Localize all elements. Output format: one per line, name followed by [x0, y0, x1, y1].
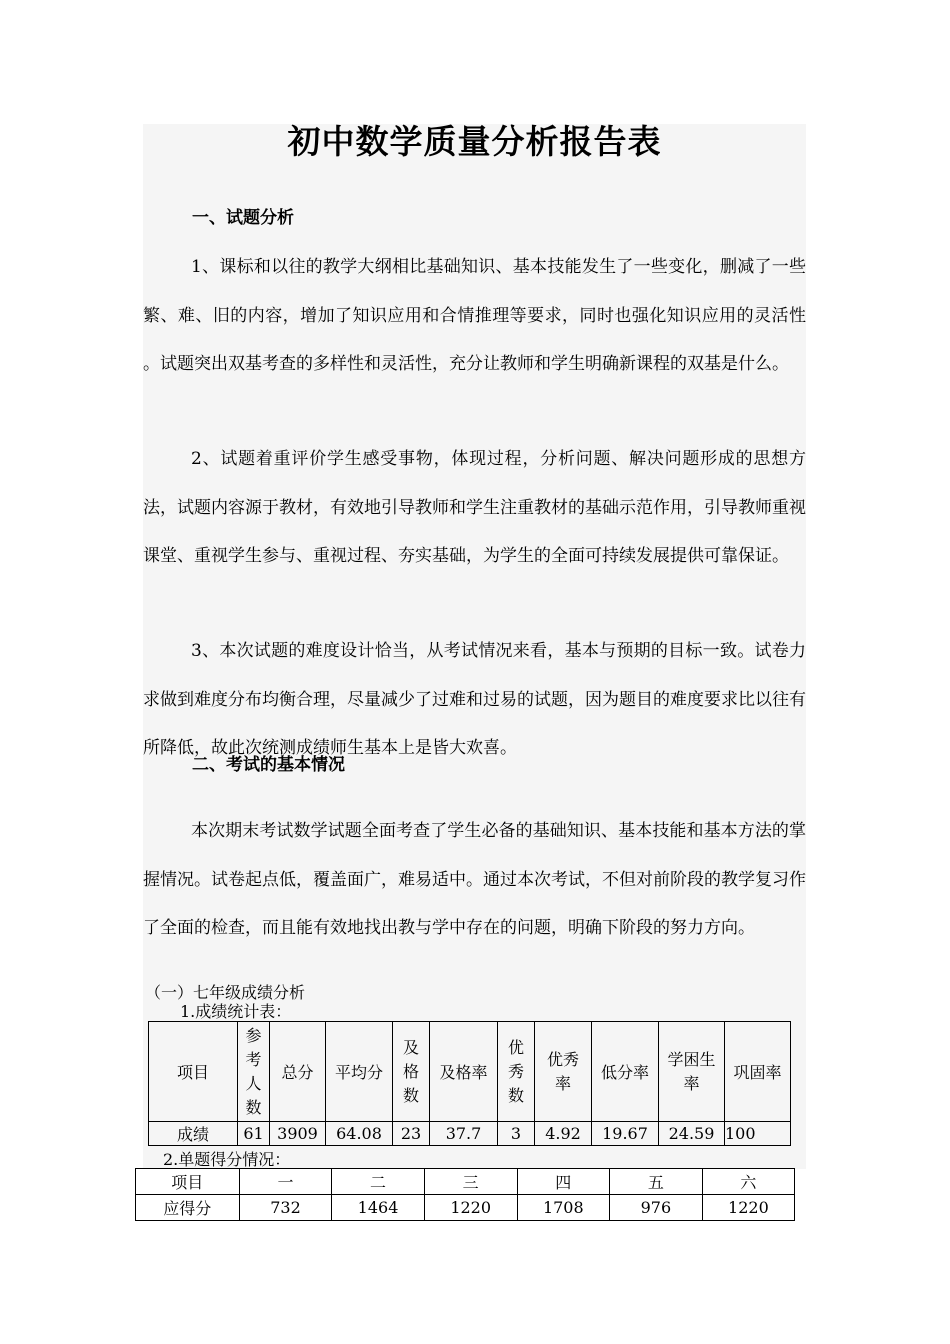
table-cell: 4.92 [535, 1122, 592, 1146]
section1-paragraph-3: 3、本次试题的难度设计恰当，从考试情况来看，基本与预期的目标一致。试卷力求做到难度分布均衡合理，尽量减少了过难和过易的试题，因为题目的难度要求比以往有所降低，故此次统测成绩师生基本上是皆大欢喜。 [143, 641, 806, 758]
table-header-cell: 平均分 [326, 1022, 393, 1122]
table-cell: 应得分 [136, 1195, 240, 1221]
section1-paragraph-1: 1、课标和以往的教学大纲相比基础知识、基本技能发生了一些变化，删减了一些繁、难、旧的内容，增加了知识应用和合情推理等要求，同时也强化知识应用的灵活性 。试题突出双基考查的多样性和灵活性，充分让教师和学生明确新课程的双基是什么。 [143, 257, 806, 374]
table-cell: 37.7 [430, 1122, 498, 1146]
stats-table-caption: 1.成绩统计表： [180, 1002, 292, 1021]
table-header-cell: 六 [702, 1169, 794, 1195]
table-cell: 1220 [702, 1195, 794, 1221]
table-header-row [136, 1169, 795, 1195]
table-header-cell: 项目 [136, 1169, 240, 1195]
table-header-row [149, 1022, 791, 1122]
table-cell: 3909 [270, 1122, 326, 1146]
section1-heading: 一、试题分析 [192, 208, 294, 228]
table-header-cell: 及格数 [393, 1022, 430, 1122]
table-header-cell: 及格率 [430, 1022, 498, 1122]
table-cell: 976 [609, 1195, 702, 1221]
table-header-cell: 四 [517, 1169, 609, 1195]
table-cell: 成绩 [149, 1122, 238, 1146]
table-header-cell: 一 [239, 1169, 332, 1195]
table-header-cell: 五 [609, 1169, 702, 1195]
stats-table [148, 1021, 791, 1146]
section2-paragraph-1: 本次期末考试数学试题全面考查了学生必备的基础知识、基本技能和基本方法的掌握情况。试卷起点低，覆盖面广，难易适中。通过本次考试，不但对前阶段的教学复习作了全面的检查，而且能有效地找出教与学中存在的问题，明确下阶段的努力方向。 [143, 821, 806, 938]
table-cell: 100 [725, 1122, 791, 1146]
per-question-table [135, 1168, 795, 1221]
table-header-cell: 项目 [149, 1022, 238, 1122]
table-cell: 61 [238, 1122, 270, 1146]
table-cell: 24.59 [659, 1122, 725, 1146]
section1-paragraph-2: 2、试题着重评价学生感受事物，体现过程，分析问题、解决问题形成的思想方法，试题内容源于教材，有效地引导教师和学生注重教材的基础示范作用，引导教师重视课堂、重视学生参与、重视过程、夯实基础，为学生的全面可持续发展提供可靠保证。 [143, 449, 806, 566]
table-header-cell: 优秀率 [535, 1022, 592, 1122]
table-header-cell: 二 [332, 1169, 424, 1195]
table-header-cell: 三 [424, 1169, 517, 1195]
table-cell: 3 [498, 1122, 535, 1146]
table-header-cell: 低分率 [592, 1022, 659, 1122]
table-cell: 1464 [332, 1195, 424, 1221]
table-cell: 732 [239, 1195, 332, 1221]
table-cell: 19.67 [592, 1122, 659, 1146]
table-header-cell: 总分 [270, 1022, 326, 1122]
table-cell: 23 [393, 1122, 430, 1146]
section2-heading: 二、考试的基本情况 [192, 755, 345, 775]
table-row [136, 1195, 795, 1221]
table-cell: 1708 [517, 1195, 609, 1221]
table-header-cell: 学困生率 [659, 1022, 725, 1122]
document-title: 初中数学质量分析报告表 [287, 122, 662, 161]
table-header-cell: 优秀数 [498, 1022, 535, 1122]
table-cell: 1220 [424, 1195, 517, 1221]
table-header-cell: 巩固率 [725, 1022, 791, 1122]
per-question-caption: 2.单题得分情况： [163, 1150, 291, 1169]
table-cell: 64.08 [326, 1122, 393, 1146]
table-header-cell: 参考人数 [238, 1022, 270, 1122]
grade7-subheading: （一）七年级成绩分析 [145, 983, 306, 1002]
table-row [149, 1122, 791, 1146]
